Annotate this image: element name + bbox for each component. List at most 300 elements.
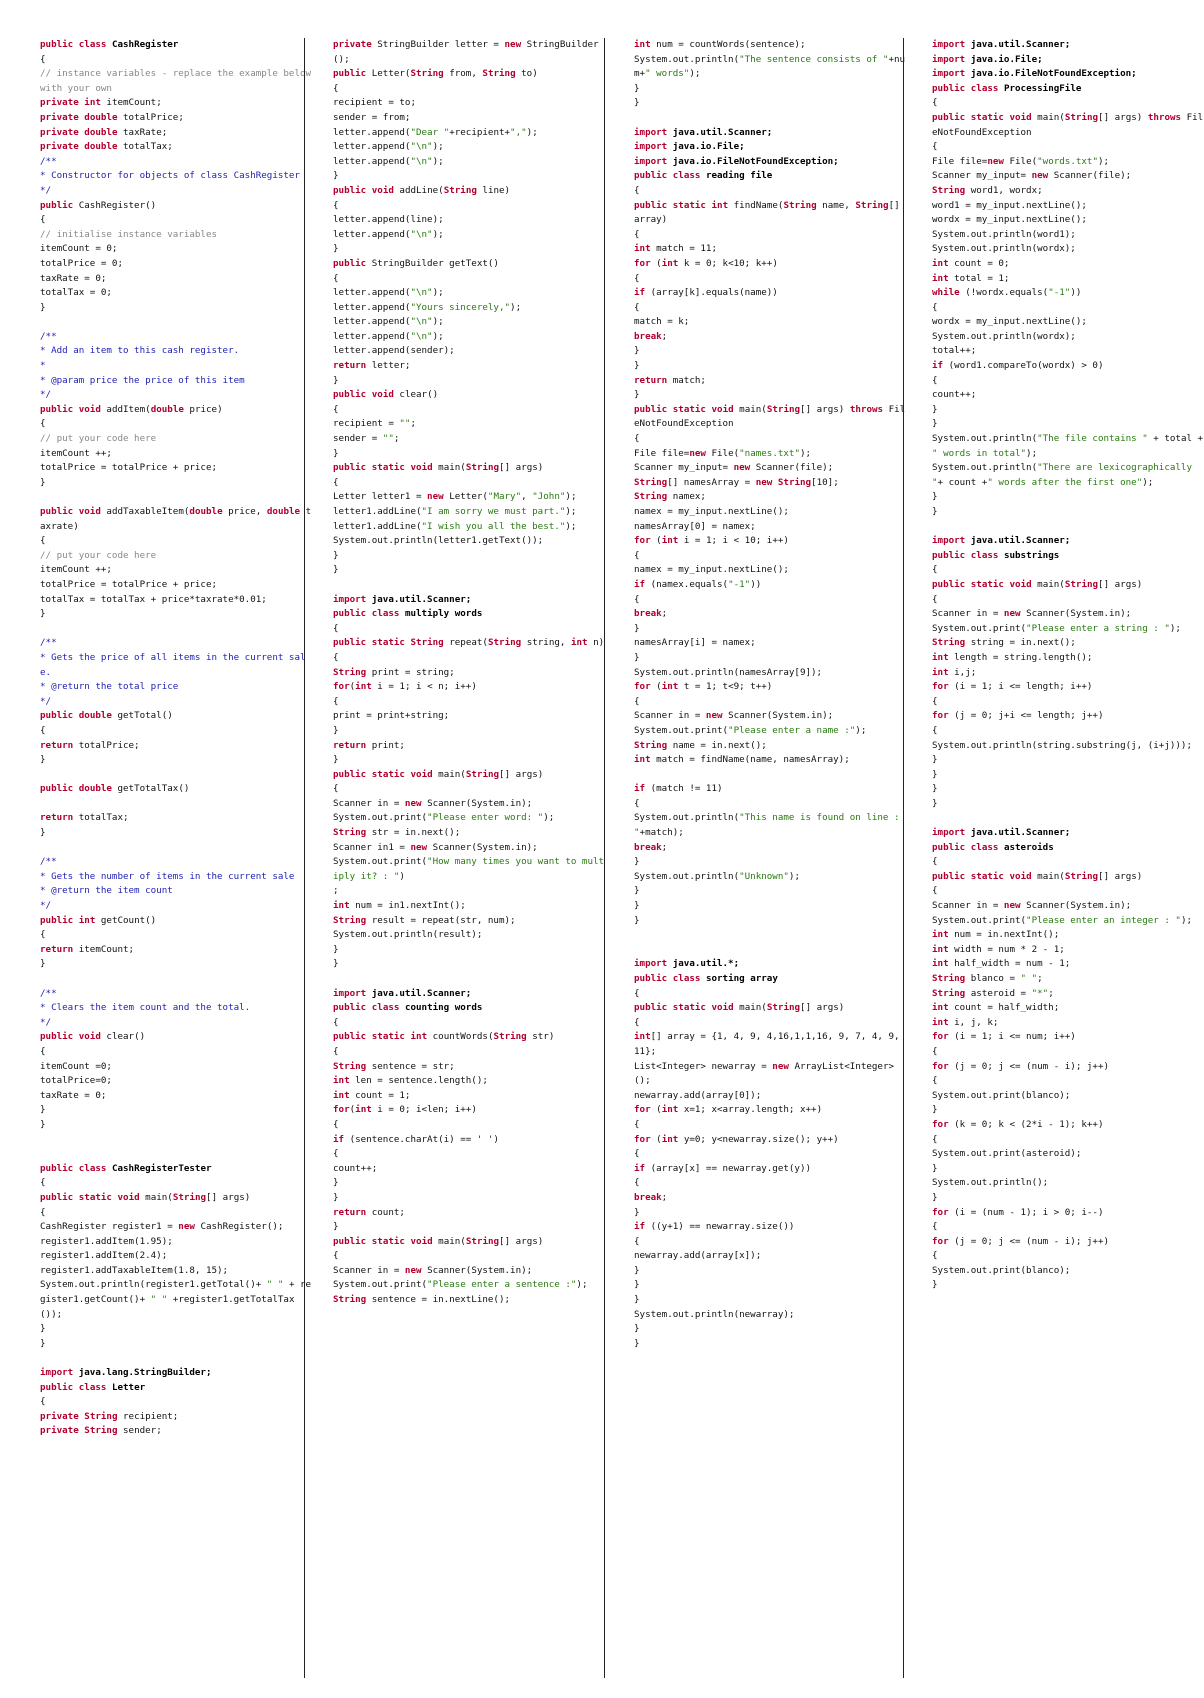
code-line: List<Integer> newarray = new ArrayList<Integer>(); bbox=[634, 1060, 895, 1087]
code-line: } bbox=[932, 506, 938, 517]
code-line: Letter letter1 = new Letter("Mary", "John"); bbox=[333, 491, 577, 503]
code-line: System.out.print(blanco); bbox=[932, 1264, 1071, 1276]
code-line bbox=[634, 943, 906, 958]
code-line: itemCount ++; bbox=[40, 564, 112, 576]
code-line: int num = in.nextInt(); bbox=[932, 929, 1060, 941]
code-line: count++; bbox=[932, 389, 977, 401]
code-line: break; bbox=[634, 608, 668, 620]
code-line bbox=[333, 972, 605, 987]
code-line bbox=[40, 972, 312, 987]
code-line: for (j = 0; j+i <= length; j++) bbox=[932, 710, 1104, 722]
code-line: public class substrings bbox=[932, 549, 1060, 561]
code-line: String str = in.next(); bbox=[333, 827, 461, 839]
code-line: } bbox=[932, 797, 938, 809]
code-line: namesArray[0] = namex; bbox=[634, 520, 756, 532]
code-line: } bbox=[40, 754, 46, 766]
code-line: { bbox=[634, 1235, 640, 1247]
code-line: { bbox=[40, 53, 46, 65]
code-line: int[] array = {1, 4, 9, 4,16,1,1,16, 9, 7, 4, 9, 11}; bbox=[634, 1031, 906, 1057]
code-line: Scanner my_input= new Scanner(file); bbox=[932, 170, 1132, 182]
code-line bbox=[40, 768, 312, 783]
code-line: { bbox=[333, 1045, 339, 1057]
code-line: String namex; bbox=[634, 491, 706, 503]
code-line: } bbox=[333, 1221, 339, 1233]
code-line: System.out.println(word1); bbox=[932, 228, 1076, 240]
code-line: public double getTotalTax() bbox=[40, 783, 190, 795]
code-line: { bbox=[333, 403, 339, 415]
code-line: { bbox=[333, 1148, 339, 1160]
code-line: int match = 11; bbox=[634, 243, 717, 255]
code-line: } bbox=[634, 900, 640, 912]
code-line: public static void main(String[] args) bbox=[932, 870, 1143, 882]
code-line: import java.util.Scanner; bbox=[932, 39, 1071, 50]
code-line: int length = string.length(); bbox=[932, 651, 1093, 663]
code-line: System.out.println("There are lexicographically "+ count +" words after the first one"); bbox=[932, 462, 1198, 488]
code-line: { bbox=[932, 97, 938, 109]
code-line: } bbox=[40, 301, 46, 313]
code-line: for (i = 1; i <= num; i++) bbox=[932, 1031, 1076, 1043]
code-line: } bbox=[634, 622, 640, 634]
code-line: public class sorting array bbox=[634, 973, 778, 984]
code-line: { bbox=[634, 1148, 640, 1160]
code-line: } bbox=[634, 97, 640, 109]
code-line: recipient = to; bbox=[333, 97, 416, 109]
code-line: while (!wordx.equals("-1")) bbox=[932, 287, 1082, 299]
code-line: public void addItem(double price) bbox=[40, 403, 223, 415]
code-line: String asteroid = "*"; bbox=[932, 987, 1054, 999]
code-line: System.out.print(blanco); bbox=[932, 1089, 1071, 1101]
code-line: itemCount = 0; bbox=[40, 243, 118, 255]
code-line: } bbox=[932, 768, 938, 780]
code-line: totalPrice = totalPrice + price; bbox=[40, 462, 218, 474]
code-line: } bbox=[932, 1191, 938, 1203]
code-line: } bbox=[634, 856, 640, 868]
code-line: } bbox=[634, 82, 640, 94]
code-line: String string = in.next(); bbox=[932, 637, 1076, 649]
code-line: { bbox=[634, 301, 640, 313]
code-line: public Letter(String from, String to) bbox=[333, 68, 538, 80]
code-line: { bbox=[634, 987, 640, 999]
code-line: System.out.println(wordx); bbox=[932, 243, 1076, 255]
code-line: { bbox=[932, 564, 938, 576]
code-line: { bbox=[40, 214, 46, 226]
column-divider bbox=[903, 38, 904, 1678]
code-line: totalTax = 0; bbox=[40, 287, 112, 299]
code-line: System.out.println(namesArray[9]); bbox=[634, 666, 823, 678]
code-line: { bbox=[932, 593, 938, 605]
code-line: totalPrice = 0; bbox=[40, 257, 123, 269]
code-line: for (int x=1; x<array.length; x++) bbox=[634, 1104, 823, 1116]
code-line: } bbox=[634, 360, 640, 372]
code-line: import java.util.Scanner; bbox=[333, 987, 472, 999]
code-line: namesArray[i] = namex; bbox=[634, 637, 756, 649]
code-line: */ bbox=[40, 389, 52, 401]
code-line: { bbox=[634, 433, 640, 445]
code-line: { bbox=[932, 1221, 938, 1233]
code-line: word1 = my_input.nextLine(); bbox=[932, 199, 1087, 211]
code-line: System.out.print(asteroid); bbox=[932, 1148, 1082, 1160]
code-line: return count; bbox=[333, 1206, 405, 1218]
code-line: /** bbox=[40, 155, 57, 167]
code-line: } bbox=[932, 754, 938, 766]
code-line: Scanner in = new Scanner(System.in); bbox=[333, 797, 533, 809]
code-line: letter.append(line); bbox=[333, 214, 444, 226]
code-line: newarray.add(array[0]); bbox=[634, 1089, 762, 1101]
code-line bbox=[40, 1351, 312, 1366]
code-line: */ bbox=[40, 1016, 52, 1028]
code-line: } bbox=[932, 783, 938, 795]
code-line: public int getCount() bbox=[40, 914, 157, 926]
code-line: Scanner in = new Scanner(System.in); bbox=[932, 900, 1132, 912]
code-line: { bbox=[932, 1045, 938, 1057]
code-line: } bbox=[40, 1337, 46, 1349]
code-line: { bbox=[932, 1133, 938, 1145]
code-line: import java.util.Scanner; bbox=[932, 535, 1071, 547]
code-line: private String sender; bbox=[40, 1425, 162, 1437]
code-line: total++; bbox=[932, 345, 977, 357]
code-line: } bbox=[40, 1118, 46, 1130]
code-line: int count = half_width; bbox=[932, 1002, 1060, 1014]
code-line: } bbox=[40, 1323, 46, 1335]
code-line: { bbox=[333, 622, 339, 634]
code-line: { bbox=[932, 885, 938, 897]
code-line: String word1, wordx; bbox=[932, 184, 1043, 196]
code-line: * bbox=[40, 360, 46, 372]
code-line: System.out.print("How many times you want to multiply it? : ") bbox=[333, 856, 605, 882]
code-line: { bbox=[333, 1016, 339, 1028]
code-line: letter.append("\n"); bbox=[333, 316, 444, 328]
code-line: public static void main(String[] args) throws FileNotFoundException bbox=[634, 403, 906, 430]
code-line: /** bbox=[40, 987, 57, 999]
code-line: { bbox=[634, 593, 640, 605]
code-line: } bbox=[333, 958, 339, 970]
code-line: * @param price the price of this item bbox=[40, 374, 245, 386]
code-line: System.out.print("Please enter a string : "); bbox=[932, 622, 1181, 634]
code-line: * Gets the price of all items in the current sale. bbox=[40, 651, 306, 678]
code-line: { bbox=[634, 1016, 640, 1028]
code-column-4 bbox=[932, 38, 1204, 1678]
code-line: private double taxRate; bbox=[40, 126, 168, 138]
code-line bbox=[634, 768, 906, 783]
code-line: if (match != 11) bbox=[634, 783, 723, 795]
code-line: letter1.addLine("I am sorry we must part."); bbox=[333, 506, 577, 517]
code-line: letter.append("\n"); bbox=[333, 330, 444, 342]
code-line: { bbox=[634, 695, 640, 707]
code-line: */ bbox=[40, 900, 52, 912]
code-line: String print = string; bbox=[333, 666, 455, 678]
code-line: namex = my_input.nextLine(); bbox=[634, 506, 789, 517]
code-line: File file=new File("words.txt"); bbox=[932, 155, 1110, 167]
code-line: { bbox=[333, 1250, 339, 1262]
code-line: taxRate = 0; bbox=[40, 1089, 107, 1101]
code-line: // initialise instance variables bbox=[40, 228, 218, 240]
code-line: // put your code here bbox=[40, 549, 157, 561]
code-line: } bbox=[333, 1191, 339, 1203]
code-line: for(int i = 0; i<len; i++) bbox=[333, 1104, 477, 1116]
code-line: register1.addTaxableItem(1.8, 15); bbox=[40, 1264, 229, 1276]
code-line: count++; bbox=[333, 1162, 378, 1174]
code-line: int half_width = num - 1; bbox=[932, 958, 1071, 970]
code-line: letter.append(sender); bbox=[333, 345, 455, 357]
code-line: * Add an item to this cash register. bbox=[40, 345, 240, 357]
code-line: return totalPrice; bbox=[40, 739, 140, 751]
code-line: public static void main(String[] args) throws FileNotFoundException bbox=[932, 111, 1204, 138]
code-line: int width = num * 2 - 1; bbox=[932, 943, 1065, 955]
code-line bbox=[333, 578, 605, 593]
code-line: namex = my_input.nextLine(); bbox=[634, 564, 789, 576]
code-line: int num = countWords(sentence); bbox=[634, 39, 806, 50]
code-line: letter1.addLine("I wish you all the best."); bbox=[333, 520, 577, 532]
code-line: private StringBuilder letter = new StringBuilder(); bbox=[333, 39, 599, 65]
code-line: totalTax = totalTax + price*taxrate*0.01; bbox=[40, 593, 267, 605]
code-line: return totalTax; bbox=[40, 812, 129, 824]
code-line: int i,j; bbox=[932, 666, 977, 678]
code-line: } bbox=[40, 827, 46, 839]
code-line: wordx = my_input.nextLine(); bbox=[932, 214, 1087, 226]
code-line: match = k; bbox=[634, 316, 690, 328]
code-line: { bbox=[333, 272, 339, 284]
code-line: for (k = 0; k < (2*i - 1); k++) bbox=[932, 1118, 1104, 1130]
code-line: register1.addItem(1.95); bbox=[40, 1235, 173, 1247]
code-column-1 bbox=[40, 38, 317, 1678]
code-line: recipient = ""; bbox=[333, 418, 417, 430]
code-line: public class ProcessingFile bbox=[932, 82, 1082, 94]
code-line: /** bbox=[40, 637, 57, 649]
code-line: System.out.print("Please enter a sentence :"); bbox=[333, 1279, 588, 1291]
code-line: int count = 0; bbox=[932, 257, 1010, 269]
code-line: System.out.println(newarray); bbox=[634, 1308, 795, 1320]
code-line: * @return the total price bbox=[40, 681, 179, 693]
code-line: } bbox=[634, 1279, 640, 1291]
code-line: return letter; bbox=[333, 360, 411, 372]
code-line: { bbox=[333, 476, 339, 488]
code-line: if (word1.compareTo(wordx) > 0) bbox=[932, 360, 1104, 372]
code-line: for (int k = 0; k<10; k++) bbox=[634, 257, 778, 269]
code-line: { bbox=[634, 272, 640, 284]
code-line: public double getTotal() bbox=[40, 710, 173, 722]
code-line: } bbox=[634, 914, 640, 926]
code-line: public static void main(String[] args) bbox=[634, 1002, 845, 1014]
code-line: } bbox=[333, 724, 339, 736]
code-line: System.out.print("Please enter word: "); bbox=[333, 812, 555, 824]
code-line bbox=[40, 1133, 312, 1148]
code-line: // put your code here bbox=[40, 433, 157, 445]
code-line: { bbox=[40, 418, 46, 430]
code-line: } bbox=[333, 1177, 339, 1189]
code-line: letter.append("\n"); bbox=[333, 228, 444, 240]
code-line: } bbox=[634, 389, 640, 401]
code-line: } bbox=[40, 608, 46, 620]
code-line: } bbox=[634, 885, 640, 897]
code-line: if (sentence.charAt(i) == ' ') bbox=[333, 1133, 499, 1145]
code-line: letter.append("\n"); bbox=[333, 155, 444, 167]
code-line: String name = in.next(); bbox=[634, 739, 767, 751]
code-line bbox=[40, 622, 312, 637]
code-line: { bbox=[40, 724, 46, 736]
code-line: { bbox=[333, 199, 339, 211]
code-line: { bbox=[634, 797, 640, 809]
code-line: totalPrice=0; bbox=[40, 1075, 112, 1087]
code-line: letter.append("Dear "+recipient+","); bbox=[333, 126, 538, 138]
code-line: String result = repeat(str, num); bbox=[333, 914, 516, 926]
code-line: } bbox=[333, 754, 339, 766]
code-line: System.out.println(result); bbox=[333, 929, 483, 941]
code-line: } bbox=[333, 170, 339, 182]
code-line bbox=[40, 841, 312, 856]
code-line: import java.lang.StringBuilder; bbox=[40, 1367, 212, 1379]
code-line: private double totalPrice; bbox=[40, 111, 184, 123]
code-line: String[] namesArray = new String[10]; bbox=[634, 476, 839, 488]
code-line: return itemCount; bbox=[40, 943, 135, 955]
code-line: itemCount ++; bbox=[40, 447, 112, 459]
code-line: * Clears the item count and the total. bbox=[40, 1002, 251, 1014]
code-line: { bbox=[40, 1396, 46, 1408]
code-line: { bbox=[634, 1177, 640, 1189]
code-line: sender = from; bbox=[333, 111, 411, 123]
code-line: { bbox=[932, 301, 938, 313]
code-line: } bbox=[634, 1323, 640, 1335]
code-line: print = print+string; bbox=[333, 710, 450, 722]
code-line: int len = sentence.length(); bbox=[333, 1075, 488, 1087]
code-line: break; bbox=[634, 841, 668, 853]
code-line: } bbox=[634, 1337, 640, 1349]
code-line: public StringBuilder getText() bbox=[333, 257, 499, 269]
code-line: Scanner my_input= new Scanner(file); bbox=[634, 462, 834, 474]
code-line: public class CashRegister bbox=[40, 39, 179, 50]
code-line: int match = findName(name, namesArray); bbox=[634, 754, 850, 766]
code-line: for (i = 1; i <= length; i++) bbox=[932, 681, 1093, 693]
code-line: Scanner in = new Scanner(System.in); bbox=[634, 710, 834, 722]
code-line bbox=[40, 1147, 312, 1162]
code-line: } bbox=[932, 491, 938, 503]
code-line: import java.util.Scanner; bbox=[634, 126, 773, 138]
code-line: import java.io.File; bbox=[634, 141, 745, 153]
code-line: * Gets the number of items in the current sale bbox=[40, 870, 295, 882]
code-line: } bbox=[932, 1162, 938, 1174]
code-line: System.out.println("This name is found on line : "+match); bbox=[634, 812, 906, 839]
code-line: newarray.add(array[x]); bbox=[634, 1250, 762, 1262]
code-line: for (int i = 1; i < 10; i++) bbox=[634, 535, 789, 547]
code-line bbox=[932, 520, 1204, 535]
code-line: CashRegister register1 = new CashRegister(); bbox=[40, 1221, 284, 1233]
code-line: String sentence = in.nextLine(); bbox=[333, 1294, 511, 1306]
code-line: for (int y=0; y<newarray.size(); y++) bbox=[634, 1133, 839, 1145]
code-line: { bbox=[932, 141, 938, 153]
code-column-2 bbox=[333, 38, 605, 1678]
code-line bbox=[932, 811, 1204, 826]
code-line: public static int findName(String name, String[] array) bbox=[634, 199, 906, 226]
code-line: int count = 1; bbox=[333, 1089, 411, 1101]
code-line: Scanner in = new Scanner(System.in); bbox=[932, 608, 1132, 620]
code-line: } bbox=[40, 476, 46, 488]
code-line: } bbox=[333, 943, 339, 955]
code-line: } bbox=[634, 1294, 640, 1306]
code-line: break; bbox=[634, 1191, 668, 1203]
code-line: { bbox=[932, 374, 938, 386]
code-line: { bbox=[40, 929, 46, 941]
code-line: if (array[x] == newarray.get(y)) bbox=[634, 1162, 812, 1174]
code-line: } bbox=[634, 345, 640, 357]
code-line: private int itemCount; bbox=[40, 97, 162, 109]
code-line: import java.io.File; bbox=[932, 53, 1043, 65]
code-line: if (array[k].equals(name)) bbox=[634, 287, 778, 299]
code-line: System.out.println(wordx); bbox=[932, 330, 1076, 342]
code-line: wordx = my_input.nextLine(); bbox=[932, 316, 1087, 328]
code-line: public void clear() bbox=[333, 389, 439, 401]
code-line: public class asteroids bbox=[932, 841, 1054, 853]
code-line: taxRate = 0; bbox=[40, 272, 107, 284]
code-line: } bbox=[333, 564, 339, 576]
code-line: } bbox=[40, 1104, 46, 1116]
code-line: } bbox=[634, 1264, 640, 1276]
code-line: } bbox=[40, 958, 46, 970]
code-line: for (i = (num - 1); i > 0; i--) bbox=[932, 1206, 1104, 1218]
code-line: System.out.println("The sentence consists of "+num+" words"); bbox=[634, 53, 906, 80]
code-line: Scanner in1 = new Scanner(System.in); bbox=[333, 841, 538, 853]
code-line: int num = in1.nextInt(); bbox=[333, 900, 466, 912]
code-line: public void addLine(String line) bbox=[333, 184, 511, 196]
code-line: break; bbox=[634, 330, 668, 342]
code-line: { bbox=[40, 1045, 46, 1057]
code-line: /** bbox=[40, 856, 57, 868]
code-line: System.out.println("The file contains " + total + " words in total"); bbox=[932, 433, 1204, 459]
code-line: System.out.println(string.substring(j, (i+j))); bbox=[932, 739, 1192, 751]
code-line: return print; bbox=[333, 739, 405, 751]
column-divider bbox=[304, 38, 305, 1678]
code-line: public class multiply words bbox=[333, 608, 483, 620]
code-line: int i, j, k; bbox=[932, 1016, 999, 1028]
code-column-3 bbox=[634, 38, 906, 1678]
code-line bbox=[40, 797, 312, 812]
code-line: } bbox=[634, 1206, 640, 1218]
code-line: letter.append("\n"); bbox=[333, 141, 444, 153]
code-line: if (namex.equals("-1")) bbox=[634, 578, 762, 590]
code-line: System.out.println(letter1.getText()); bbox=[333, 535, 544, 547]
code-line: ; bbox=[333, 885, 339, 897]
code-line: Scanner in = new Scanner(System.in); bbox=[333, 1264, 533, 1276]
code-line: // instance variables - replace the example below with your own bbox=[40, 68, 317, 94]
code-line: { bbox=[932, 724, 938, 736]
code-line: */ bbox=[40, 184, 52, 196]
code-line: { bbox=[634, 228, 640, 240]
code-line bbox=[40, 315, 312, 330]
code-line: { bbox=[634, 549, 640, 561]
code-line: } bbox=[333, 374, 339, 386]
code-line: public CashRegister() bbox=[40, 199, 157, 211]
code-line: int total = 1; bbox=[932, 272, 1010, 284]
code-line: String sentence = str; bbox=[333, 1060, 455, 1072]
code-line: for(int i = 1; i < n; i++) bbox=[333, 681, 477, 693]
code-line: import java.io.FileNotFoundException; bbox=[932, 68, 1137, 80]
code-line: } bbox=[932, 403, 938, 415]
code-line: { bbox=[40, 535, 46, 547]
code-line: public static void main(String[] args) bbox=[333, 462, 544, 474]
code-line: register1.addItem(2.4); bbox=[40, 1250, 168, 1262]
code-line: itemCount =0; bbox=[40, 1060, 112, 1072]
code-line: public static int countWords(String str) bbox=[333, 1031, 555, 1043]
code-line: { bbox=[333, 695, 339, 707]
code-line: public static void main(String[] args) bbox=[932, 578, 1143, 590]
code-line: public class reading file bbox=[634, 170, 773, 182]
code-line: for (int t = 1; t<9; t++) bbox=[634, 681, 773, 693]
code-line: System.out.print("Please enter a name :"); bbox=[634, 724, 867, 736]
code-line: if ((y+1) == newarray.size()) bbox=[634, 1221, 795, 1233]
code-line: { bbox=[932, 1250, 938, 1262]
code-line: { bbox=[932, 856, 938, 868]
code-line: { bbox=[932, 695, 938, 707]
code-line: public static String repeat(String string, int n) bbox=[333, 637, 605, 649]
code-line: * @return the item count bbox=[40, 885, 173, 897]
